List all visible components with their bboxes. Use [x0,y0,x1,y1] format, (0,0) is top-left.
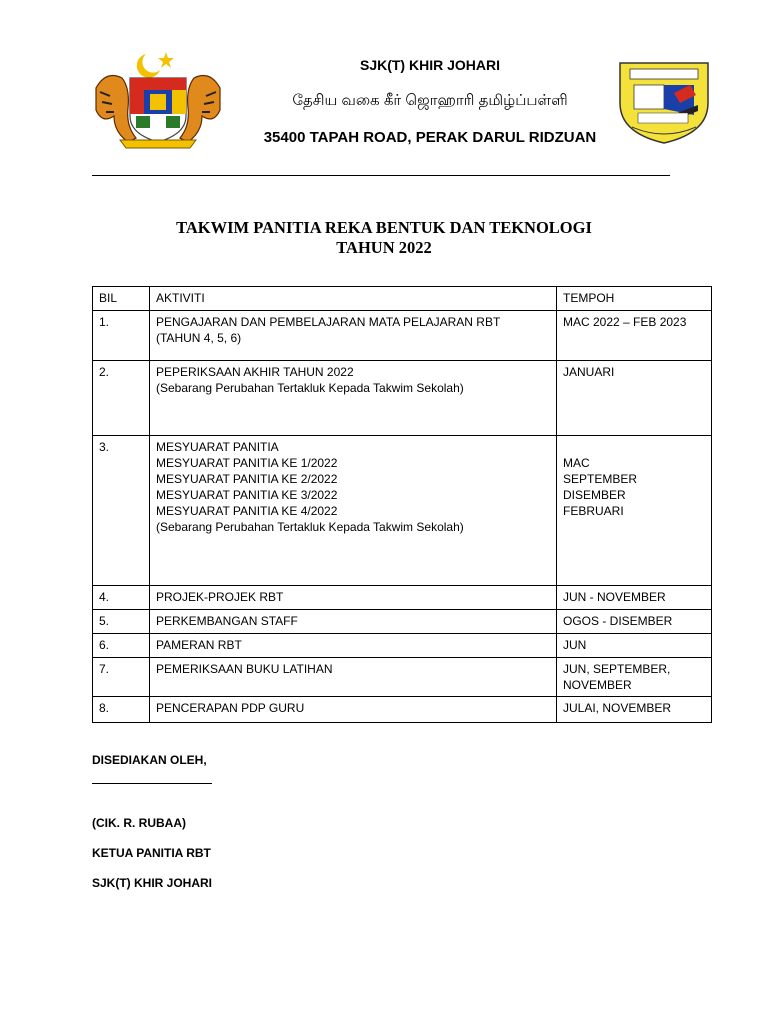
activity-line: PEPERIKSAAN AKHIR TAHUN 2022 [156,365,354,379]
period-line: SEPTEMBER [563,472,638,486]
period-line: OGOS - DISEMBER [563,614,673,628]
school-name-tamil: தேசிய வகை கீர் ஜொஹாரி தமிழ்ப்பள்ளி [292,92,568,109]
row-number: 3. [93,436,150,586]
column-header-aktiviti: AKTIVITI [150,287,557,311]
table-row [93,697,712,723]
activity-line: MESYUARAT PANITIA KE 3/2022 [156,488,338,502]
activity-line: PERKEMBANGAN STAFF [156,614,298,628]
column-header-tempoh: TEMPOH [557,287,712,311]
prepared-by-label: DISEDIAKAN OLEH, [92,753,207,767]
period-line: NOVEMBER [563,678,632,692]
row-activity [150,586,557,610]
table-row [93,634,712,658]
signatory-role: KETUA PANITIA RBT [92,846,211,860]
row-period [557,658,712,697]
table-row [93,361,712,436]
row-activity [150,697,557,723]
row-period [557,697,712,723]
row-activity [150,361,557,436]
row-number: 6. [93,634,150,658]
row-number: 4. [93,586,150,610]
schedule-table [92,286,712,723]
activity-line: MESYUARAT PANITIA KE 2/2022 [156,472,338,486]
malaysia-coat-of-arms-icon [88,48,228,152]
signature-line [92,783,212,784]
period-line: JUN - NOVEMBER [563,590,666,604]
activity-line: MESYUARAT PANITIA KE 4/2022 [156,504,338,518]
activity-line: (TAHUN 4, 5, 6) [156,331,242,345]
activity-line: PEMERIKSAAN BUKU LATIHAN [156,662,333,676]
row-activity [150,658,557,697]
row-period [557,436,712,586]
row-number: 8. [93,697,150,723]
activity-line: PENCERAPAN PDP GURU [156,701,305,715]
row-activity [150,610,557,634]
table-row [93,586,712,610]
table-row [93,311,712,361]
activity-line: MESYUARAT PANITIA KE 1/2022 [156,456,338,470]
period-line: FEBRUARI [563,504,624,518]
period-line: JUN, SEPTEMBER, [563,662,671,676]
activity-line: (Sebarang Perubahan Tertakluk Kepada Takwim Sekolah) [156,520,464,534]
table-row [93,658,712,697]
school-name: SJK(T) KHIR JOHARI [359,57,500,73]
period-line: JULAI, NOVEMBER [563,701,672,715]
period-line: JUN [563,638,587,652]
activity-line: PENGAJARAN DAN PEMBELAJARAN MATA PELAJARAN RBT [156,315,501,329]
school-crest-icon [612,55,716,147]
period-line [563,439,705,455]
school-address: 35400 TAPAH ROAD, PERAK DARUL RIDZUAN [263,129,597,146]
activity-line: (Sebarang Perubahan Tertakluk Kepada Takwim Sekolah) [156,381,464,395]
table-row [93,610,712,634]
row-number: 5. [93,610,150,634]
row-activity [150,634,557,658]
signatory-school: SJK(T) KHIR JOHARI [92,876,213,890]
row-period [557,634,712,658]
signatory-name: (CIK. R. RUBAA) [92,816,186,830]
row-period [557,586,712,610]
table-header-row [93,287,712,311]
activity-line: PROJEK-PROJEK RBT [156,590,284,604]
period-line: DISEMBER [563,488,626,502]
row-activity [150,311,557,361]
period-line: JANUARI [563,365,615,379]
period-line: MAC [563,456,590,470]
row-number: 7. [93,658,150,697]
row-activity [150,436,557,586]
table-row [93,436,712,586]
row-number: 1. [93,311,150,361]
row-number: 2. [93,361,150,436]
header-divider [92,175,670,176]
row-period [557,610,712,634]
row-period [557,361,712,436]
activity-line: MESYUARAT PANITIA [156,440,279,454]
document-subtitle: TAHUN 2022 [336,238,432,257]
document-title: TAKWIM PANITIA REKA BENTUK DAN TEKNOLOGI [176,218,592,237]
activity-line: PAMERAN RBT [156,638,242,652]
row-period [557,311,712,361]
column-header-bil: BIL [93,287,150,311]
period-line: MAC 2022 – FEB 2023 [563,315,687,329]
